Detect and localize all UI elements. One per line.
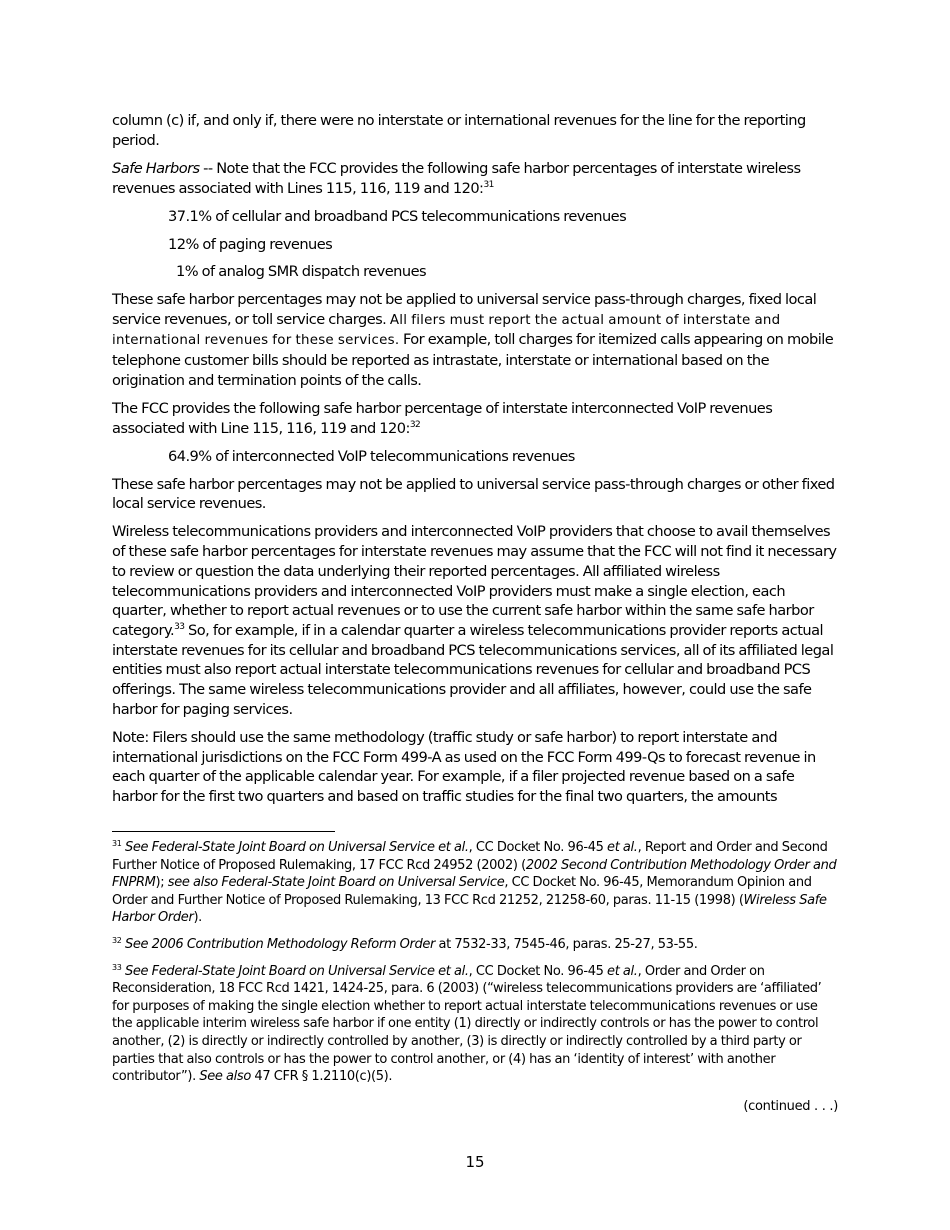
paragraph-safe-harbor-limits: These safe harbor percentages may not be applied to universal service pass-through charges, fixed local service revenues, or toll service charges. All filers must report the actual amount of interstate and international revenues for these services. For example, toll charges for itemized calls appearing on mobile telephone customer bills should be reported as intrastate, interstate or international based on the origination and termination points of the calls. xyxy=(112,290,834,389)
list-item: 37.1% of cellular and broadband PCS telecommunications revenues xyxy=(168,207,627,225)
list-item: 1% of analog SMR dispatch revenues xyxy=(176,263,427,281)
footnote-31: $^{31}$ See Federal-State Joint Board on Universal Service et al., CC Docket No. 96-45 et al., Report and Order and Second Further Notice of Proposed Rulemaking, 17 FCC Rcd 24952 (2002) (2002 Second Contribution Methodology Order and FNPRM); see also Federal-State Joint Board on Universal Service, CC Docket No. 96-45, Memorandum Opinion and Order and Further Notice of Proposed Rulemaking, 13 FCC Rcd 21252, 21258-60, paras. 11-15 (1998) (Wireless Safe Harbor Order). xyxy=(112,839,837,926)
footnote-32: $^{32}$ See 2006 Contribution Methodology Reform Order at 7532-33, 7545-46, paras. 25-27, 53-55. xyxy=(112,935,698,952)
footnotes xyxy=(112,839,838,1095)
paragraph-voip-limits: These safe harbor percentages may not be applied to universal service pass-through charges or other fixed local service revenues. xyxy=(112,475,835,513)
footnote-divider xyxy=(112,831,335,832)
continued-marker: (continued . . .) xyxy=(743,1099,838,1114)
body-text xyxy=(112,111,838,815)
paragraph-voip-safe-harbor: The FCC provides the following safe harbor percentage of interstate interconnected VoIP revenues associated with Line 115, 116, 119 and 120:$^{32}$ xyxy=(112,399,773,437)
paragraph-safe-harbors: Safe Harbors -- Note that the FCC provides the following safe harbor percentages of interstate wireless revenues associated with Lines 115, 116, 119 and 120:$^{31}$ xyxy=(112,159,801,197)
paragraph-reporting-period: column (c) if, and only if, there were no interstate or international revenues for the line for the reporting period. xyxy=(112,112,806,149)
footnote-ref-31[interactable]: 31 xyxy=(483,179,494,190)
paragraph-note: Note: Filers should use the same methodology (traffic study or safe harbor) to report interstate and international jurisdictions on the FCC Form 499-A as used on the FCC Form 499-Qs to forecast revenue in each quarter of the applicable calendar year. For example, if a filer projected revenue based on a safe harbor for the first two quarters and based on traffic studies for the final two quarters, the amounts xyxy=(112,728,816,806)
page-number: 15 xyxy=(465,1153,485,1171)
footnote-33: $^{33}$ See Federal-State Joint Board on Universal Service et al., CC Docket No. 96-45 et al., Order and Order on Reconsideration, 18 FCC Rcd 1421, 1424-25, para. 6 (2003) (“wireless telecommunications providers are ‘affiliated’ for purposes of making the single election whether to report actual interstate telecommunications revenues or use the applicable interim wireless safe harbor if one entity (1) directly or indirectly controls or has the power to control another, (2) is directly or indirectly controlled by another, (3) is directly or indirectly controlled by a third party or parties that also controls or has the power to control another, or (4) has an ‘identity of interest’ with another contributor”). See also 47 CFR § 1.2110(c)(5). xyxy=(112,962,822,1085)
paragraph-affiliated-providers: Wireless telecommunications providers and interconnected VoIP providers that choose to avail themselves of these safe harbor percentages for interstate revenues may assume that the FCC will not find it necessary to review or question the data underlying their reported percentages. All affiliated wireless telecommunications providers and interconnected VoIP providers must make a single election, each quarter, whether to report actual revenues or to use the current safe harbor within the same safe harbor category.$^{33}$ So, for example, if in a calendar quarter a wireless telecommunications provider reports actual interstate revenues for its cellular and broadband PCS telecommunications services, all of its affiliated legal entities must also report actual interstate telecommunications revenues for cellular and broadband PCS offerings. The same wireless telecommunications provider and all affiliates, however, could use the safe harbor for paging services. xyxy=(112,523,837,718)
safe-harbors-heading: Safe Harbors xyxy=(112,159,200,177)
footnote-ref-32[interactable]: 32 xyxy=(409,419,421,430)
list-item: 64.9% of interconnected VoIP telecommunications revenues xyxy=(168,447,575,465)
list-item: 12% of paging revenues xyxy=(168,235,333,253)
footnote-ref-33[interactable]: 33 xyxy=(174,621,185,632)
